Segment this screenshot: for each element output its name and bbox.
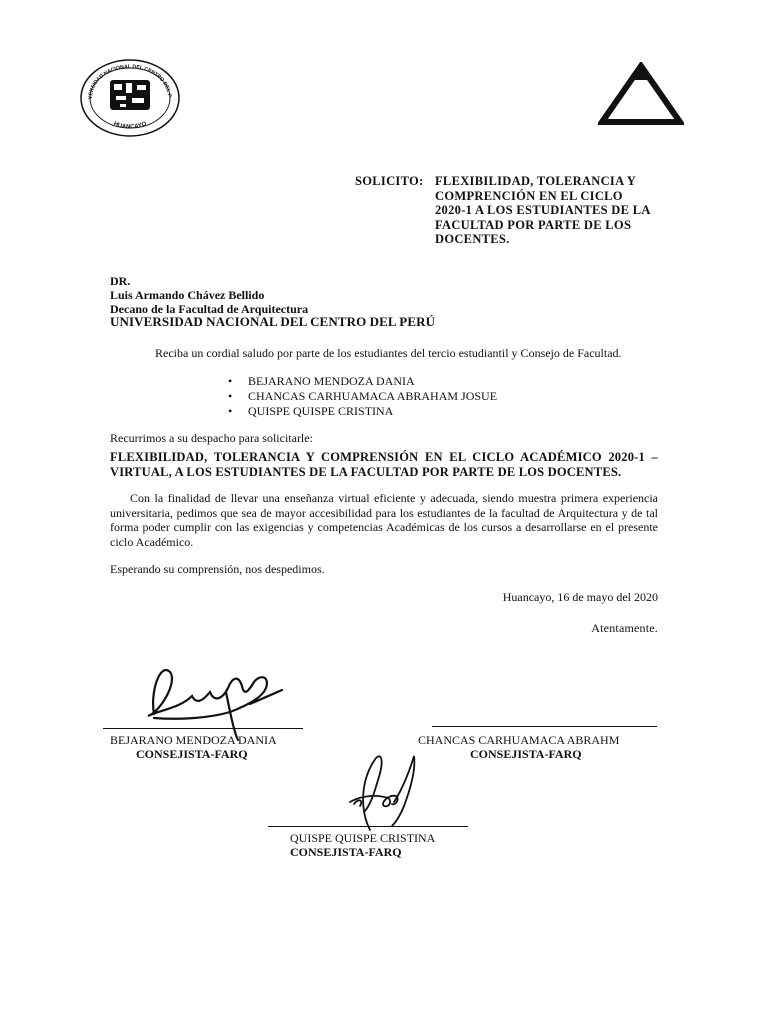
solicito-line: FLEXIBILIDAD, TOLERANCIA Y (435, 174, 637, 188)
signature-2-role: CONSEJISTA-FARQ (470, 747, 582, 761)
subject-line-2: VIRTUAL, A LOS ESTUDIANTES DE LA FACULTAD POR PARTE DE LOS DOCENTES. (110, 465, 622, 479)
list-item: • BEJARANO MENDOZA DANIA (228, 374, 497, 389)
solicito-label: SOLICITO: (355, 174, 424, 188)
signature-2-line (432, 726, 657, 727)
list-item: • CHANCAS CARHUAMACA ABRAHAM JOSUE (228, 389, 497, 404)
closing-text: Esperando su comprensión, nos despedimos. (110, 562, 325, 576)
faculty-triangle-logo (598, 62, 684, 126)
signature-2-name: CHANCAS CARHUAMACA ABRAHM (418, 733, 620, 747)
greeting-text: Reciba un cordial saludo por parte de los estudiantes del tercio estudiantil y Consejo de Facultad. (155, 346, 622, 360)
solicito-line: 2020-1 A LOS ESTUDIANTES DE LA (435, 203, 651, 217)
body-paragraph: Con la finalidad de llevar una enseñanza virtual eficiente y adecuada, siendo muestra primera experiencia universitaria, pedimos que sea de mayor accesibilidad para los estudiantes de la facultad de Arquitectura y de tal forma poder cumplir con las exigencias y competencias Académicas de los cursos a desarrollarse en el presente ciclo Académico. (110, 491, 658, 549)
recipient-name: Luis Armando Chávez Bellido (110, 288, 265, 302)
recipient-position: Decano de la Facultad de Arquitectura (110, 302, 309, 316)
students-list (228, 374, 497, 419)
solicito-text (435, 174, 665, 247)
solicito-line: COMPRENCIÓN EN EL CICLO (435, 188, 623, 203)
signature-1-line (103, 728, 303, 729)
subject-line-1: FLEXIBILIDAD, TOLERANCIA Y COMPRENSIÓN EN EL CICLO ACADÉMICO 2020-1 – (110, 450, 658, 464)
signature-1-name: BEJARANO MENDOZA DANIA (110, 733, 277, 747)
solicito-line: DOCENTES. (435, 232, 510, 246)
solicito-line: FACULTAD POR PARTE DE LOS (435, 217, 632, 232)
regards-text: Atentamente. (591, 621, 658, 635)
signature-3-line (268, 826, 468, 827)
signature-3-role: CONSEJISTA-FARQ (290, 845, 402, 859)
signature-1-role: CONSEJISTA-FARQ (136, 747, 248, 761)
svg-text:HUANCAYO: HUANCAYO (112, 121, 148, 131)
university-seal-logo (80, 58, 180, 138)
svg-text:UNIVERSIDAD NACIONAL DEL CENTR: VERSIDAD NACIONAL DEL CENTRO DEL P (87, 63, 173, 100)
request-intro: Recurrimos a su despacho para solicitarle: (110, 431, 313, 445)
recipient-title: DR. (110, 274, 131, 288)
place-date: Huancayo, 16 de mayo del 2020 (502, 590, 658, 604)
recipient-institution: UNIVERSIDAD NACIONAL DEL CENTRO DEL PERÚ (110, 314, 436, 329)
signature-3-name: QUISPE QUISPE CRISTINA (290, 831, 436, 845)
list-item: • QUISPE QUISPE CRISTINA (228, 404, 497, 419)
